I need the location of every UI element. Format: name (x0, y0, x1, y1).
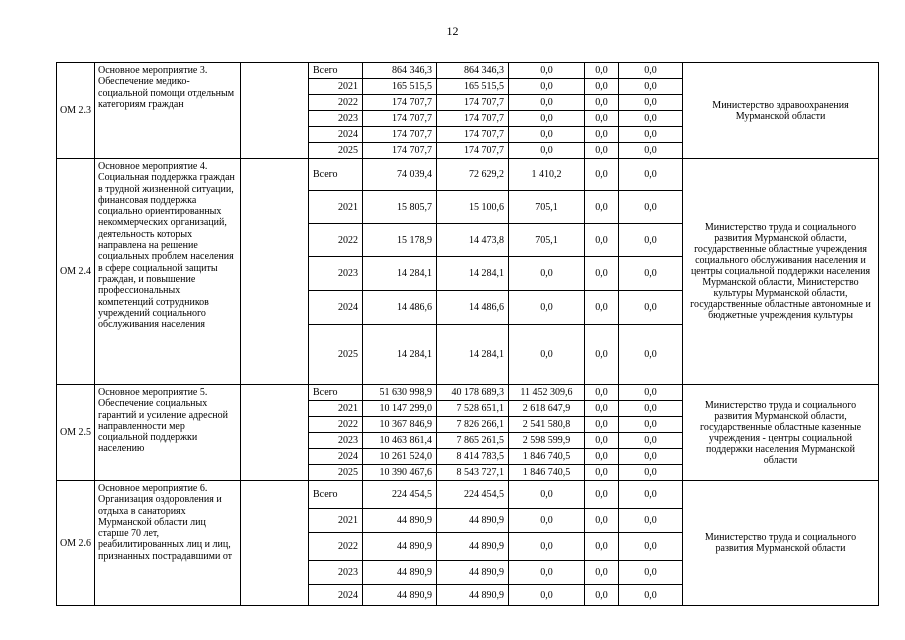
measure-name-text: Основное мероприятие 5. Обеспечение социальных гарантий и усиление адресной направленности мер социальной поддержки населению (98, 387, 228, 455)
total-cell: 10 367 846,9 (363, 417, 437, 433)
year-cell: 2025 (309, 143, 363, 159)
regional-cell: 14 486,6 (437, 291, 509, 325)
federal-cell: 705,1 (509, 224, 585, 257)
executor-cell: Министерство здравоохранения Мурманской области (683, 63, 879, 159)
executor-cell: Министерство труда и социального развития Мурманской области, государственные областные учреждения социального обслуживания населения и центры социальной поддержки населения Мурманской области, Министерство культуры Мурманской области, государственные областные автономные и бюджетные учреждения культуры (683, 159, 879, 385)
other-cell: 0,0 (619, 465, 683, 481)
regional-cell: 7 826 266,1 (437, 417, 509, 433)
executor-cell: Министерство труда и социального развития Мурманской области, государственные областные казенные учреждения - центры социальной поддержки населения Мурманской области (683, 385, 879, 481)
other-cell: 0,0 (619, 481, 683, 509)
measure-name-text: Основное мероприятие 3. Обеспечение медико-социальной помощи отдельным категориям граждан (98, 65, 235, 110)
federal-cell: 0,0 (509, 325, 585, 385)
other-cell: 0,0 (619, 143, 683, 159)
total-cell: 224 454,5 (363, 481, 437, 509)
year-cell: 2021 (309, 191, 363, 224)
regional-cell: 72 629,2 (437, 159, 509, 191)
measure-name (95, 63, 241, 159)
total-cell: 15 805,7 (363, 191, 437, 224)
other-cell: 0,0 (619, 159, 683, 191)
local-cell: 0,0 (585, 143, 619, 159)
measure-code: ОМ 2.3 (57, 63, 95, 159)
measure-name (95, 481, 241, 606)
year-cell: 2024 (309, 585, 363, 606)
total-cell: 10 261 524,0 (363, 449, 437, 465)
total-cell: 864 346,3 (363, 63, 437, 79)
other-cell: 0,0 (619, 401, 683, 417)
total-cell: 14 486,6 (363, 291, 437, 325)
measure-code: ОМ 2.4 (57, 159, 95, 385)
total-cell: 165 515,5 (363, 79, 437, 95)
other-cell: 0,0 (619, 63, 683, 79)
federal-cell: 1 846 740,5 (509, 449, 585, 465)
federal-cell: 0,0 (509, 63, 585, 79)
regional-cell: 14 284,1 (437, 325, 509, 385)
federal-cell: 2 541 580,8 (509, 417, 585, 433)
federal-cell: 0,0 (509, 291, 585, 325)
federal-cell: 1 410,2 (509, 159, 585, 191)
local-cell: 0,0 (585, 449, 619, 465)
year-cell: 2022 (309, 95, 363, 111)
regional-cell: 174 707,7 (437, 127, 509, 143)
local-cell: 0,0 (585, 111, 619, 127)
local-cell: 0,0 (585, 385, 619, 401)
executor-cell: Министерство труда и социального развития Мурманской области (683, 481, 879, 606)
year-cell: Всего (309, 159, 363, 191)
empty-cell (241, 481, 309, 606)
funding-table (56, 62, 879, 606)
total-cell: 10 463 861,4 (363, 433, 437, 449)
total-cell: 10 390 467,6 (363, 465, 437, 481)
other-cell: 0,0 (619, 325, 683, 385)
local-cell: 0,0 (585, 191, 619, 224)
local-cell: 0,0 (585, 401, 619, 417)
regional-cell: 44 890,9 (437, 585, 509, 606)
empty-cell (241, 385, 309, 481)
other-cell: 0,0 (619, 95, 683, 111)
local-cell: 0,0 (585, 79, 619, 95)
other-cell: 0,0 (619, 449, 683, 465)
regional-cell: 14 473,8 (437, 224, 509, 257)
total-cell: 174 707,7 (363, 143, 437, 159)
local-cell: 0,0 (585, 159, 619, 191)
local-cell: 0,0 (585, 509, 619, 533)
total-cell: 174 707,7 (363, 127, 437, 143)
year-cell: 2024 (309, 127, 363, 143)
other-cell: 0,0 (619, 417, 683, 433)
measure-name (95, 159, 241, 385)
year-cell: 2021 (309, 509, 363, 533)
local-cell: 0,0 (585, 585, 619, 606)
local-cell: 0,0 (585, 433, 619, 449)
other-cell: 0,0 (619, 385, 683, 401)
total-cell: 51 630 998,9 (363, 385, 437, 401)
federal-cell: 0,0 (509, 127, 585, 143)
total-cell: 10 147 299,0 (363, 401, 437, 417)
local-cell: 0,0 (585, 291, 619, 325)
other-cell: 0,0 (619, 533, 683, 561)
local-cell: 0,0 (585, 417, 619, 433)
total-cell: 44 890,9 (363, 561, 437, 585)
local-cell: 0,0 (585, 465, 619, 481)
regional-cell: 15 100,6 (437, 191, 509, 224)
regional-cell: 165 515,5 (437, 79, 509, 95)
other-cell: 0,0 (619, 433, 683, 449)
other-cell: 0,0 (619, 224, 683, 257)
year-cell: 2023 (309, 433, 363, 449)
measure-code: ОМ 2.5 (57, 385, 95, 481)
regional-cell: 174 707,7 (437, 143, 509, 159)
other-cell: 0,0 (619, 127, 683, 143)
regional-cell: 174 707,7 (437, 111, 509, 127)
regional-cell: 14 284,1 (437, 257, 509, 291)
measure-name-text: Основное мероприятие 4. Социальная поддержка граждан в трудной жизненной ситуации, финансовая поддержка социально ориентированных некоммерческих организаций, деятельность которых направлена на решение социальных проблем населения в сфере социальной защиты граждан, и повышение профессиональных компетенций сотрудников учреждений социального обслуживания населения (98, 161, 235, 331)
page-number: 12 (446, 24, 459, 38)
year-cell: 2023 (309, 561, 363, 585)
table-row (57, 159, 879, 191)
local-cell: 0,0 (585, 63, 619, 79)
other-cell: 0,0 (619, 79, 683, 95)
regional-cell: 224 454,5 (437, 481, 509, 509)
empty-cell (241, 63, 309, 159)
regional-cell: 8 414 783,5 (437, 449, 509, 465)
table-row (57, 481, 879, 509)
year-cell: 2025 (309, 465, 363, 481)
other-cell: 0,0 (619, 111, 683, 127)
year-cell: 2023 (309, 257, 363, 291)
year-cell: 2023 (309, 111, 363, 127)
federal-cell: 0,0 (509, 111, 585, 127)
other-cell: 0,0 (619, 257, 683, 291)
table-body (57, 63, 879, 606)
regional-cell: 44 890,9 (437, 509, 509, 533)
total-cell: 174 707,7 (363, 95, 437, 111)
local-cell: 0,0 (585, 95, 619, 111)
measure-name-text: Основное мероприятие 6. Организация оздоровления и отдыха в санаториях Мурманской области лиц старше 70 лет, реабилитированных лиц и лиц, признанных пострадавшими от (98, 483, 233, 562)
measure-code: ОМ 2.6 (57, 481, 95, 606)
local-cell: 0,0 (585, 257, 619, 291)
regional-cell: 44 890,9 (437, 533, 509, 561)
year-cell: Всего (309, 63, 363, 79)
year-cell: Всего (309, 481, 363, 509)
federal-cell: 0,0 (509, 585, 585, 606)
total-cell: 15 178,9 (363, 224, 437, 257)
year-cell: 2021 (309, 79, 363, 95)
federal-cell: 0,0 (509, 533, 585, 561)
total-cell: 174 707,7 (363, 111, 437, 127)
year-cell: 2022 (309, 224, 363, 257)
total-cell: 14 284,1 (363, 257, 437, 291)
year-cell: 2021 (309, 401, 363, 417)
other-cell: 0,0 (619, 191, 683, 224)
regional-cell: 44 890,9 (437, 561, 509, 585)
other-cell: 0,0 (619, 585, 683, 606)
year-cell: 2024 (309, 291, 363, 325)
total-cell: 44 890,9 (363, 585, 437, 606)
empty-cell (241, 159, 309, 385)
regional-cell: 174 707,7 (437, 95, 509, 111)
federal-cell: 2 598 599,9 (509, 433, 585, 449)
regional-cell: 7 865 261,5 (437, 433, 509, 449)
year-cell: 2022 (309, 533, 363, 561)
total-cell: 14 284,1 (363, 325, 437, 385)
regional-cell: 7 528 651,1 (437, 401, 509, 417)
total-cell: 44 890,9 (363, 533, 437, 561)
federal-cell: 0,0 (509, 509, 585, 533)
local-cell: 0,0 (585, 325, 619, 385)
federal-cell: 0,0 (509, 257, 585, 291)
federal-cell: 0,0 (509, 79, 585, 95)
federal-cell: 0,0 (509, 143, 585, 159)
year-cell: 2022 (309, 417, 363, 433)
federal-cell: 11 452 309,6 (509, 385, 585, 401)
year-cell: Всего (309, 385, 363, 401)
table-row (57, 385, 879, 401)
total-cell: 74 039,4 (363, 159, 437, 191)
year-cell: 2025 (309, 325, 363, 385)
local-cell: 0,0 (585, 533, 619, 561)
local-cell: 0,0 (585, 224, 619, 257)
regional-cell: 8 543 727,1 (437, 465, 509, 481)
local-cell: 0,0 (585, 127, 619, 143)
measure-name (95, 385, 241, 481)
local-cell: 0,0 (585, 561, 619, 585)
federal-cell: 0,0 (509, 95, 585, 111)
local-cell: 0,0 (585, 481, 619, 509)
federal-cell: 0,0 (509, 561, 585, 585)
regional-cell: 40 178 689,3 (437, 385, 509, 401)
other-cell: 0,0 (619, 561, 683, 585)
other-cell: 0,0 (619, 291, 683, 325)
other-cell: 0,0 (619, 509, 683, 533)
table-row (57, 63, 879, 79)
regional-cell: 864 346,3 (437, 63, 509, 79)
total-cell: 44 890,9 (363, 509, 437, 533)
federal-cell: 2 618 647,9 (509, 401, 585, 417)
federal-cell: 0,0 (509, 481, 585, 509)
federal-cell: 705,1 (509, 191, 585, 224)
year-cell: 2024 (309, 449, 363, 465)
federal-cell: 1 846 740,5 (509, 465, 585, 481)
